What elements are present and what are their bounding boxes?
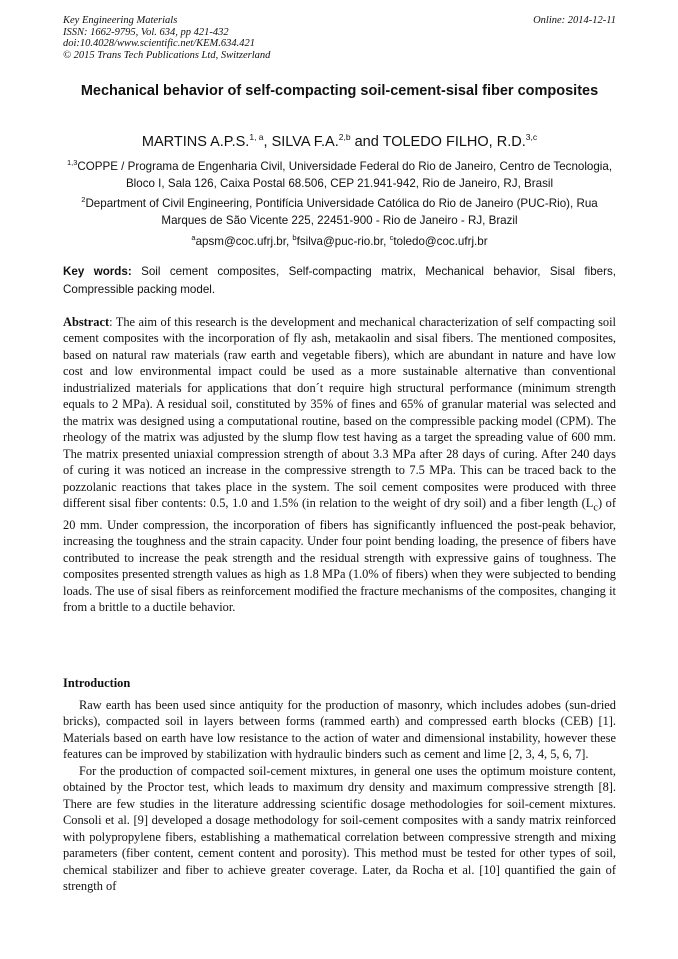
author-3-name: TOLEDO FILHO, R.D. [382,133,526,150]
abstract-text-part-2: ) of 20 mm. Under compression, the incorporation of fibers has significantly influenced the post-peak behavior, increasing the toughness and the strain capacity. Under four point bending loading, the presence of fibers have contributed to increase the peak strength and the residual strength with expressive gains of toughness. The composites presented strength values as high as 1.8 MPa (1.0% of fibers) when they were subjected to bending loads. The use of sisal fibers as reinforcement modified the fracture mechanisms of the composites, changing it from a brittle to a ductile behavior. [63,495,616,615]
keywords-paragraph [63,263,616,298]
email-2[interactable]: fsilva@puc-rio.br, [296,234,390,248]
email-1-marker: a [191,233,196,242]
email-2-marker: b [292,233,297,242]
author-separator: and [350,133,383,150]
keywords-text: Soil cement composites, Self-compacting matrix, Mechanical behavior, Sisal fibers, Compressible packing model. [63,265,616,296]
online-date: Online: 2014-12-11 [533,15,616,26]
author-1-marker: 1, a [249,132,264,142]
email-1[interactable]: apsm@coc.ufrj.br, [195,234,293,248]
abstract-text-part-1: : The aim of this research is the development and mechanical characterization of self compacting soil cement composites with the incorporation of fly ash, metakaolin and sisal fibers. The mentioned composites, based on natural raw materials (raw earth and vegetable fibers), which are abundant in nature and have low cost and low environmental impact could be used as a more sustainable alternative than conventional industrialized materials for applications that don´t require high structural performance (minimum strength equals to 2 MPa). A residual soil, constituted by 35% of fines and 65% of granular material was selected and the matrix was designed using a computational routine, based on the compressible packing model (CPM). The rheology of the matrix was adjusted by the slump flow test having as a target the spreading value of 600 mm. The matrix presented uniaxial compression strength of about 3.3 MPa after 28 days of curing. After 240 days of curing it was noticed an increase in the compressive strength to 7.5 MPa. This can be traced back to the pozzolanic reactions that takes place in the system. The soil cement composites were produced with three different sisal fiber contents: 0.5, 1.0 and 1.5% (in relation to the weight of dry soil) and a fiber length (L [63,315,616,510]
section-heading-introduction: Introduction [63,676,131,690]
author-separator: , [263,133,272,150]
email-3[interactable]: toledo@coc.ufrj.br [393,234,488,248]
doi-line[interactable]: doi:10.4028/www.scientific.net/KEM.634.421 [63,38,255,50]
author-2-marker: 2,b [338,132,351,142]
author-1-name: MARTINS A.P.S. [141,133,250,150]
affiliation-2 [63,191,616,230]
introduction-paragraph-2: For the production of compacted soil-cement mixtures, in general one uses the optimum moisture content, obtained by the Proctor test, which leads to maximum dry density and maximum compressive strength [8]. There are few studies in the literature addressing scientific dosage methodologies for soil-cement mixtures. Consoli et al. [9] developed a dosage methodology for soil-cement composites with a sandy matrix reinforced with polypropylene fibers, establishing a mathematical correlation between compressive strength and mixing parameters (fiber content, cement content and porosity). This method must be tested for other types of soil, chemical stabilizer and fiber to achieve greater coverage. Later, da Rocha et al. [10] quantified the gain of strength of [63,763,616,893]
affiliation-1-marker: 1,3 [66,158,78,167]
affiliation-1-text: COPPE / Programa de Engenharia Civil, Universidade Federal do Rio de Janeiro, Centro de Tecnologia, Bloco I, Sala 126, Caixa Postal 68.506, CEP 21.941-942, Rio de Janeiro, RJ, Brasil [77,159,613,191]
fiber-length-subscript: c [593,502,598,514]
email-list [63,229,616,250]
keywords-label: Key words: [63,265,132,278]
introduction-paragraph-1: Raw earth has been used since antiquity for the production of masonry, which includes adobes (sun-dried bricks), compacted soil in layers between forms (rammed earth) and compressed earth blocks (CEB) [1]. Materials based on earth have low resistance to the action of water and dimensional instability, however these features can be improved by stabilization with hydraulic binders such as cement and lime [2, 3, 4, 5, 6, 7]. [63,698,616,762]
affiliation-1 [63,154,616,193]
affiliation-2-text: Department of Civil Engineering, Pontifícia Universidade Católica do Rio de Janeiro (PUC-Rio), Rua Marques de São Vicente 225, 22451-900 - Rio de Janeiro - RJ, Brazil [85,196,598,228]
abstract-paragraph [63,314,616,616]
copyright-line: © 2015 Trans Tech Publications Ltd, Switzerland [63,49,271,61]
author-3-marker: 3,c [525,132,538,142]
email-3-marker: c [389,233,394,242]
author-list [63,128,616,151]
journal-name: Key Engineering Materials [63,15,178,26]
author-2-name: SILVA F.A. [271,133,339,150]
journal-header [63,15,616,61]
affiliation-2-marker: 2 [81,195,86,204]
paper-title: Mechanical behavior of self-compacting soil-cement-sisal fiber composites [80,83,599,99]
introduction-body [63,697,616,894]
issn-line: ISSN: 1662-9795, Vol. 634, pp 421-432 [63,26,229,38]
abstract-label: Abstract [63,315,110,329]
